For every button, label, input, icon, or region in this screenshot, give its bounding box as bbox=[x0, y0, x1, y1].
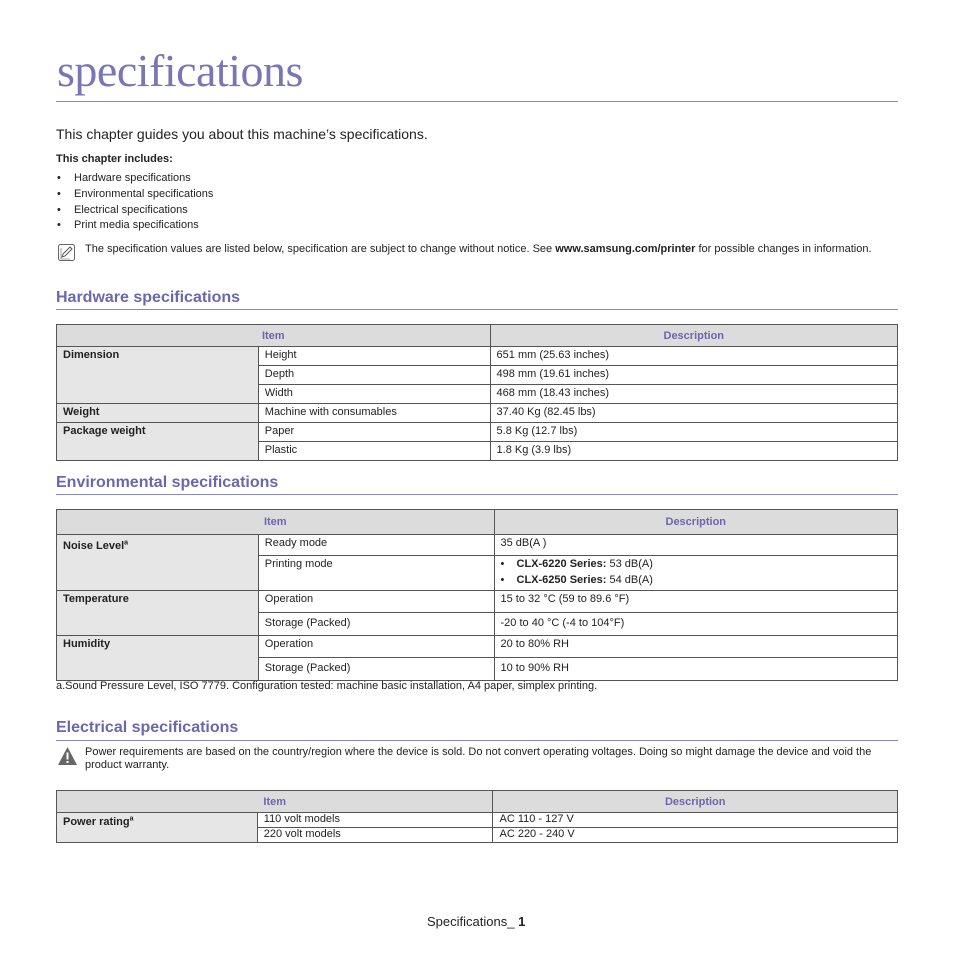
row-temperature: Temperature bbox=[57, 591, 259, 636]
table-row: Package weight Paper 5.8 Kg (12.7 lbs) bbox=[57, 423, 898, 442]
hardware-rule bbox=[56, 309, 898, 310]
electrical-heading: Electrical specifications bbox=[56, 719, 239, 736]
page-footer: Specifications_ 1 bbox=[427, 914, 526, 929]
col-item: Item bbox=[57, 791, 493, 813]
list-item: • Environmental specifications bbox=[56, 187, 213, 203]
includes-label: This chapter includes: bbox=[56, 153, 173, 165]
hardware-table bbox=[56, 324, 898, 461]
table-row: Dimension Height 651 mm (25.63 inches) bbox=[57, 347, 898, 366]
note-text: The specification values are listed below, specification are subject to change without notice. See www.samsung.com/printer for possible changes in information. bbox=[85, 243, 872, 255]
page-title: specifications bbox=[57, 45, 303, 96]
list-item: • CLX-6250 Series: 54 dB(A) bbox=[501, 572, 892, 588]
environmental-heading: Environmental specifications bbox=[56, 474, 279, 491]
table-row: Humidity Operation 20 to 80% RH bbox=[57, 636, 898, 658]
table-row: Noise Level$^a$ Ready mode 35 dB(A ) bbox=[57, 535, 898, 556]
warning-text: Power requirements are based on the country/region where the device is sold. Do not convert operating voltages. Doing so might damage the device and void the product warranty. bbox=[85, 746, 872, 771]
list-item: • Print media specifications bbox=[56, 218, 213, 234]
col-description: Description bbox=[490, 325, 897, 347]
environmental-table bbox=[56, 509, 898, 681]
col-item: Item bbox=[57, 325, 491, 347]
samsung-link[interactable]: www.samsung.com/printer bbox=[555, 243, 696, 255]
row-dimension: Dimension bbox=[57, 347, 259, 404]
electrical-table bbox=[56, 790, 898, 843]
table-row: Printing mode • CLX-6220 Series: 53 dB(A) • CLX-6250 Series: 54 dB(A) bbox=[57, 556, 898, 591]
row-power-rating: Power rating$^a$ bbox=[57, 813, 258, 843]
col-item: Item bbox=[57, 510, 495, 535]
col-description: Description bbox=[494, 510, 897, 535]
list-item: • CLX-6220 Series: 53 dB(A) bbox=[501, 556, 892, 572]
col-description: Description bbox=[493, 791, 898, 813]
title-rule bbox=[56, 101, 898, 102]
list-item: • Electrical specifications bbox=[56, 203, 213, 219]
table-row: Width 468 mm (18.43 inches) bbox=[57, 385, 898, 404]
row-weight: Weight bbox=[57, 404, 259, 423]
note-pencil-icon bbox=[58, 244, 75, 261]
electrical-rule bbox=[56, 740, 898, 741]
footnote: a.Sound Pressure Level, ISO 7779. Configuration tested: machine basic installation, A4 paper, simplex printing. bbox=[56, 680, 598, 692]
chapter-list bbox=[56, 171, 213, 234]
list-item: • Hardware specifications bbox=[56, 171, 213, 187]
table-row: 220 volt models AC 220 - 240 V bbox=[57, 828, 898, 843]
row-humidity: Humidity bbox=[57, 636, 259, 681]
table-row: Plastic 1.8 Kg (3.9 lbs) bbox=[57, 442, 898, 461]
table-row: Power rating$^a$ 110 volt models AC 110 - 127 V bbox=[57, 813, 898, 828]
intro-text: This chapter guides you about this machine’s specifications. bbox=[56, 126, 428, 142]
table-row: Weight Machine with consumables 37.40 Kg (82.45 lbs) bbox=[57, 404, 898, 423]
table-row: Depth 498 mm (19.61 inches) bbox=[57, 366, 898, 385]
page-number: 1 bbox=[518, 914, 526, 929]
table-row: Temperature Operation 15 to 32 °C (59 to 89.6 °F) bbox=[57, 591, 898, 613]
warning-triangle-icon bbox=[57, 746, 78, 766]
environmental-rule bbox=[56, 494, 898, 495]
row-package-weight: Package weight bbox=[57, 423, 259, 461]
row-noise-level: Noise Level$^a$ bbox=[57, 535, 259, 591]
table-row: Storage (Packed) -20 to 40 °C (-4 to 104°F) bbox=[57, 613, 898, 636]
table-row: Storage (Packed) 10 to 90% RH bbox=[57, 658, 898, 681]
hardware-heading: Hardware specifications bbox=[56, 289, 241, 306]
